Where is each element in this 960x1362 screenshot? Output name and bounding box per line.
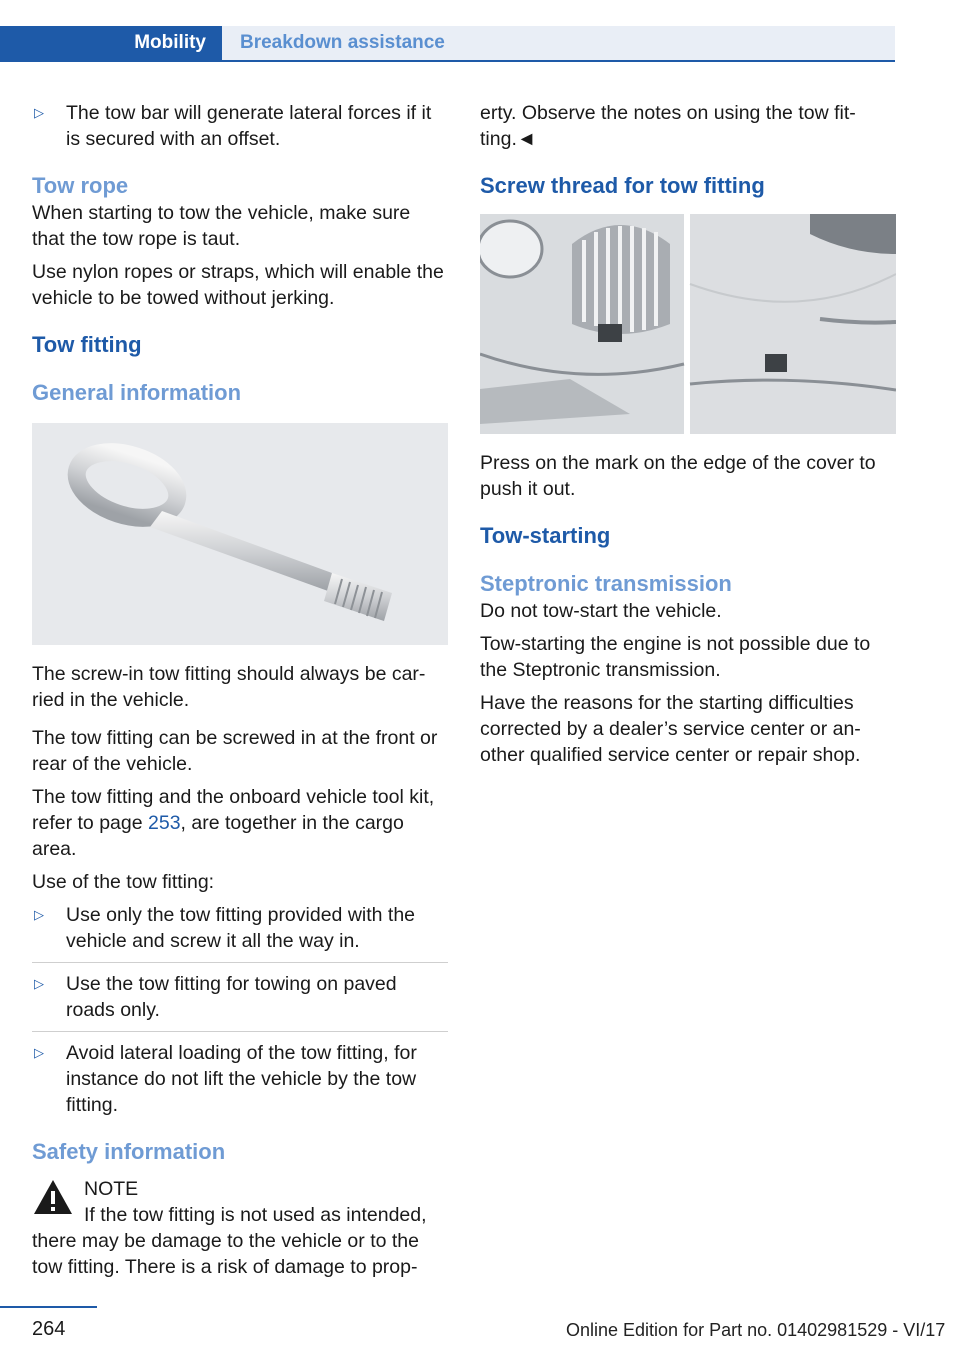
- list-item: ▷ The tow bar will generate lateral forces if it is secured with an offset.: [34, 102, 432, 150]
- note-label: NOTE: [84, 1178, 139, 1200]
- paragraph-cargo-area: The tow fitting and the onboard vehicle tool kit, refer to page 253, are together in the cargo area.: [32, 786, 435, 860]
- screw-thread-heading: Screw thread for tow fitting: [480, 173, 765, 198]
- safety-information-heading: Safety information: [32, 1139, 226, 1164]
- note-text: If the tow fitting is not used as intended, there may be damage to the vehicle or to the tow fitting. There is a risk of damage to prop‐: [32, 1204, 427, 1278]
- tow-rope-paragraph-1: When starting to tow the vehicle, make sure that the tow rope is taut.: [32, 202, 411, 250]
- list-item: ▷ Use the tow fitting for towing on paved roads only.: [32, 971, 448, 1032]
- continued-paragraph: erty. Observe the notes on using the tow fit‐ting.◄: [480, 102, 856, 150]
- left-column: [32, 100, 448, 1280]
- page-reference-link[interactable]: 253: [148, 812, 181, 834]
- paragraph-front-or-rear: The tow fitting can be screwed in at the front or rear of the vehicle.: [32, 727, 438, 775]
- footer-divider: [0, 1306, 97, 1308]
- bumper-illustration: [480, 214, 896, 434]
- section-tab-mobility[interactable]: Mobility: [0, 26, 222, 60]
- page-header: [0, 26, 895, 62]
- tow-fitting-heading: Tow fitting: [32, 332, 142, 357]
- general-information-heading: General information: [32, 380, 242, 405]
- edition-text: Online Edition for Part no. 01402981529 - VI/17: [566, 1320, 946, 1340]
- tow-rope-paragraph-2: Use nylon ropes or straps, which will enable the vehicle to be towed without jerking.: [32, 261, 444, 309]
- triangle-right-icon: ▷: [34, 907, 44, 922]
- tow-fitting-illustration: [32, 423, 448, 645]
- paragraph-always-carried: The screw-in tow fitting should always be car‐ried in the vehicle.: [32, 663, 426, 711]
- triangle-right-icon: ▷: [34, 976, 44, 991]
- tow-starting-heading: Tow-starting: [480, 523, 611, 548]
- warning-note: [32, 1176, 448, 1280]
- section-tab-breakdown-assistance[interactable]: Breakdown assistance: [222, 26, 895, 60]
- list-item: ▷ Use only the tow fitting provided with the vehicle and screw it all the way in.: [32, 902, 448, 963]
- press-mark-paragraph: Press on the mark on the edge of the cover to push it out.: [480, 452, 876, 500]
- steptronic-paragraph-2: Tow-starting the engine is not possible due to the Steptronic transmission.: [480, 633, 871, 681]
- steptronic-paragraph-1: Do not tow-start the vehicle.: [480, 600, 722, 622]
- screw-thread-image: [480, 214, 896, 434]
- steptronic-heading: Steptronic transmission: [480, 571, 732, 596]
- steptronic-paragraph-3: Have the reasons for the starting difficulties corrected by a dealer’s service center or an‐other qualified service center or repair shop.: [480, 692, 861, 766]
- right-column: [480, 100, 896, 775]
- page-number: 264: [32, 1318, 66, 1340]
- triangle-right-icon: ▷: [34, 1045, 44, 1060]
- list-item: ▷ Avoid lateral loading of the tow fitting, for instance do not lift the vehicle by the tow fitting.: [34, 1042, 417, 1116]
- warning-triangle-icon: [32, 1178, 74, 1216]
- tow-rope-heading: Tow rope: [32, 173, 129, 198]
- paragraph-use-of-tow-fitting: Use of the tow fitting:: [32, 871, 215, 893]
- tow-fitting-image: [32, 423, 448, 645]
- triangle-right-icon: ▷: [34, 105, 44, 120]
